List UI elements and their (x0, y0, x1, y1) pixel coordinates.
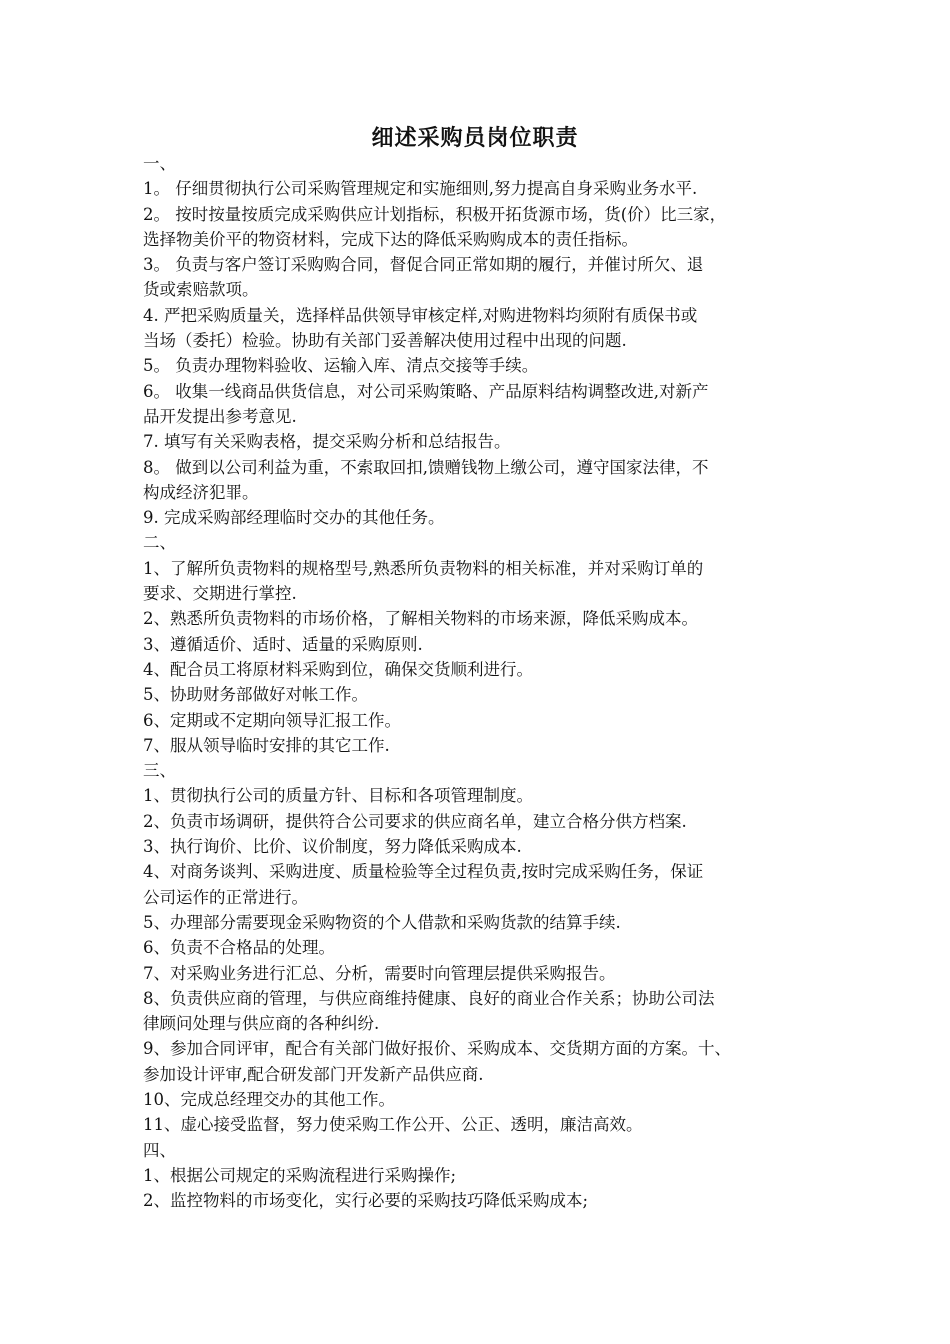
text-line: 当场（委托）检验。协助有关部门妥善解决使用过程中出现的问题. (143, 331, 627, 351)
text-line: 7、服从领导临时安排的其它工作. (143, 735, 390, 755)
document-title: 细述采购员岗位职责 (371, 125, 579, 151)
text-line: 参加设计评审,配合研发部门开发新产品供应商. (143, 1064, 484, 1084)
text-line: 9. 完成采购部经理临时交办的其他任务。 (143, 508, 445, 528)
text-line: 7. 填写有关采购表格，提交采购分析和总结报告。 (143, 432, 511, 452)
text-line: 2、熟悉所负责物料的市场价格，了解相关物料的市场来源，降低采购成本。 (143, 609, 698, 629)
text-line: 5。 负责办理物料验收、运输入库、清点交接等手续。 (143, 356, 539, 376)
text-line: 6、定期或不定期向领导汇报工作。 (143, 710, 401, 730)
text-line: 二、 (143, 533, 176, 553)
text-line: 选择物美价平的物资材料，完成下达的降低采购购成本的责任指标。 (143, 229, 638, 249)
text-line: 1。 仔细贯彻执行公司采购管理规定和实施细则,努力提高自身采购业务水平. (143, 179, 698, 199)
text-line: 8。 做到以公司利益为重，不索取回扣,馈赠钱物上缴公司，遵守国家法律，不 (143, 457, 709, 477)
text-line: 6。 收集一线商品供货信息，对公司采购策略、产品原料结构调整改进,对新产 (143, 381, 709, 401)
text-line: 2。 按时按量按质完成采购供应计划指标，积极开拓货源市场，货(价）比三家， (143, 204, 727, 224)
text-line: 5、办理部分需要现金采购物资的个人借款和采购货款的结算手续. (143, 912, 621, 932)
text-line: 3、执行询价、比价、议价制度，努力降低采购成本. (143, 837, 522, 857)
text-line: 4. 严把采购质量关，选择样品供领导审核定样,对购进物料均须附有质保书或 (143, 305, 698, 325)
text-line: 一、 (143, 154, 176, 173)
text-line: 3、遵循适价、适时、适量的采购原则. (143, 634, 423, 654)
text-line: 4、配合员工将原材料采购到位，确保交货顺利进行。 (143, 659, 533, 679)
text-line: 构成经济犯罪。 (143, 482, 259, 502)
text-line: 2、负责市场调研，提供符合公司要求的供应商名单，建立合格分供方档案. (143, 811, 687, 831)
text-line: 2、监控物料的市场变化，实行必要的采购技巧降低采购成本; (143, 1191, 589, 1211)
text-line: 货或索赔款项。 (143, 280, 259, 300)
text-line: 公司运作的正常进行。 (143, 887, 308, 907)
text-line: 1、贯彻执行公司的质量方针、目标和各项管理制度。 (143, 786, 533, 806)
text-line: 4、对商务谈判、采购进度、质量检验等全过程负责,按时完成采购任务，保证 (143, 862, 704, 882)
text-line: 5、协助财务部做好对帐工作。 (143, 685, 368, 705)
text-line: 品开发提出参考意见. (143, 406, 297, 426)
text-line: 10、完成总经理交办的其他工作。 (143, 1089, 395, 1109)
text-line: 要求、交期进行掌控. (143, 584, 297, 604)
text-line: 1、了解所负责物料的规格型号,熟悉所负责物料的相关标准，并对采购订单的 (143, 558, 704, 578)
text-line: 9、参加合同评审，配合有关部门做好报价、采购成本、交货期方面的方案。十、 (143, 1039, 731, 1059)
document-body (143, 151, 823, 1213)
text-line: 6、负责不合格品的处理。 (143, 938, 335, 958)
text-line: 律顾问处理与供应商的各种纠纷. (143, 1014, 380, 1034)
text-line: 3。 负责与客户签订采购购合同，督促合同正常如期的履行，并催讨所欠、退 (143, 255, 704, 275)
text-line: 四、 (143, 1140, 176, 1160)
text-line: 1、根据公司规定的采购流程进行采购操作; (143, 1165, 457, 1185)
text-line: 三、 (143, 761, 176, 781)
text-line: 7、对采购业务进行汇总、分析，需要时向管理层提供采购报告。 (143, 963, 616, 983)
text-line: 11、虚心接受监督，努力使采购工作公开、公正、透明，廉洁高效。 (143, 1115, 643, 1135)
text-line: 8、负责供应商的管理，与供应商维持健康、良好的商业合作关系；协助公司法 (143, 988, 715, 1008)
